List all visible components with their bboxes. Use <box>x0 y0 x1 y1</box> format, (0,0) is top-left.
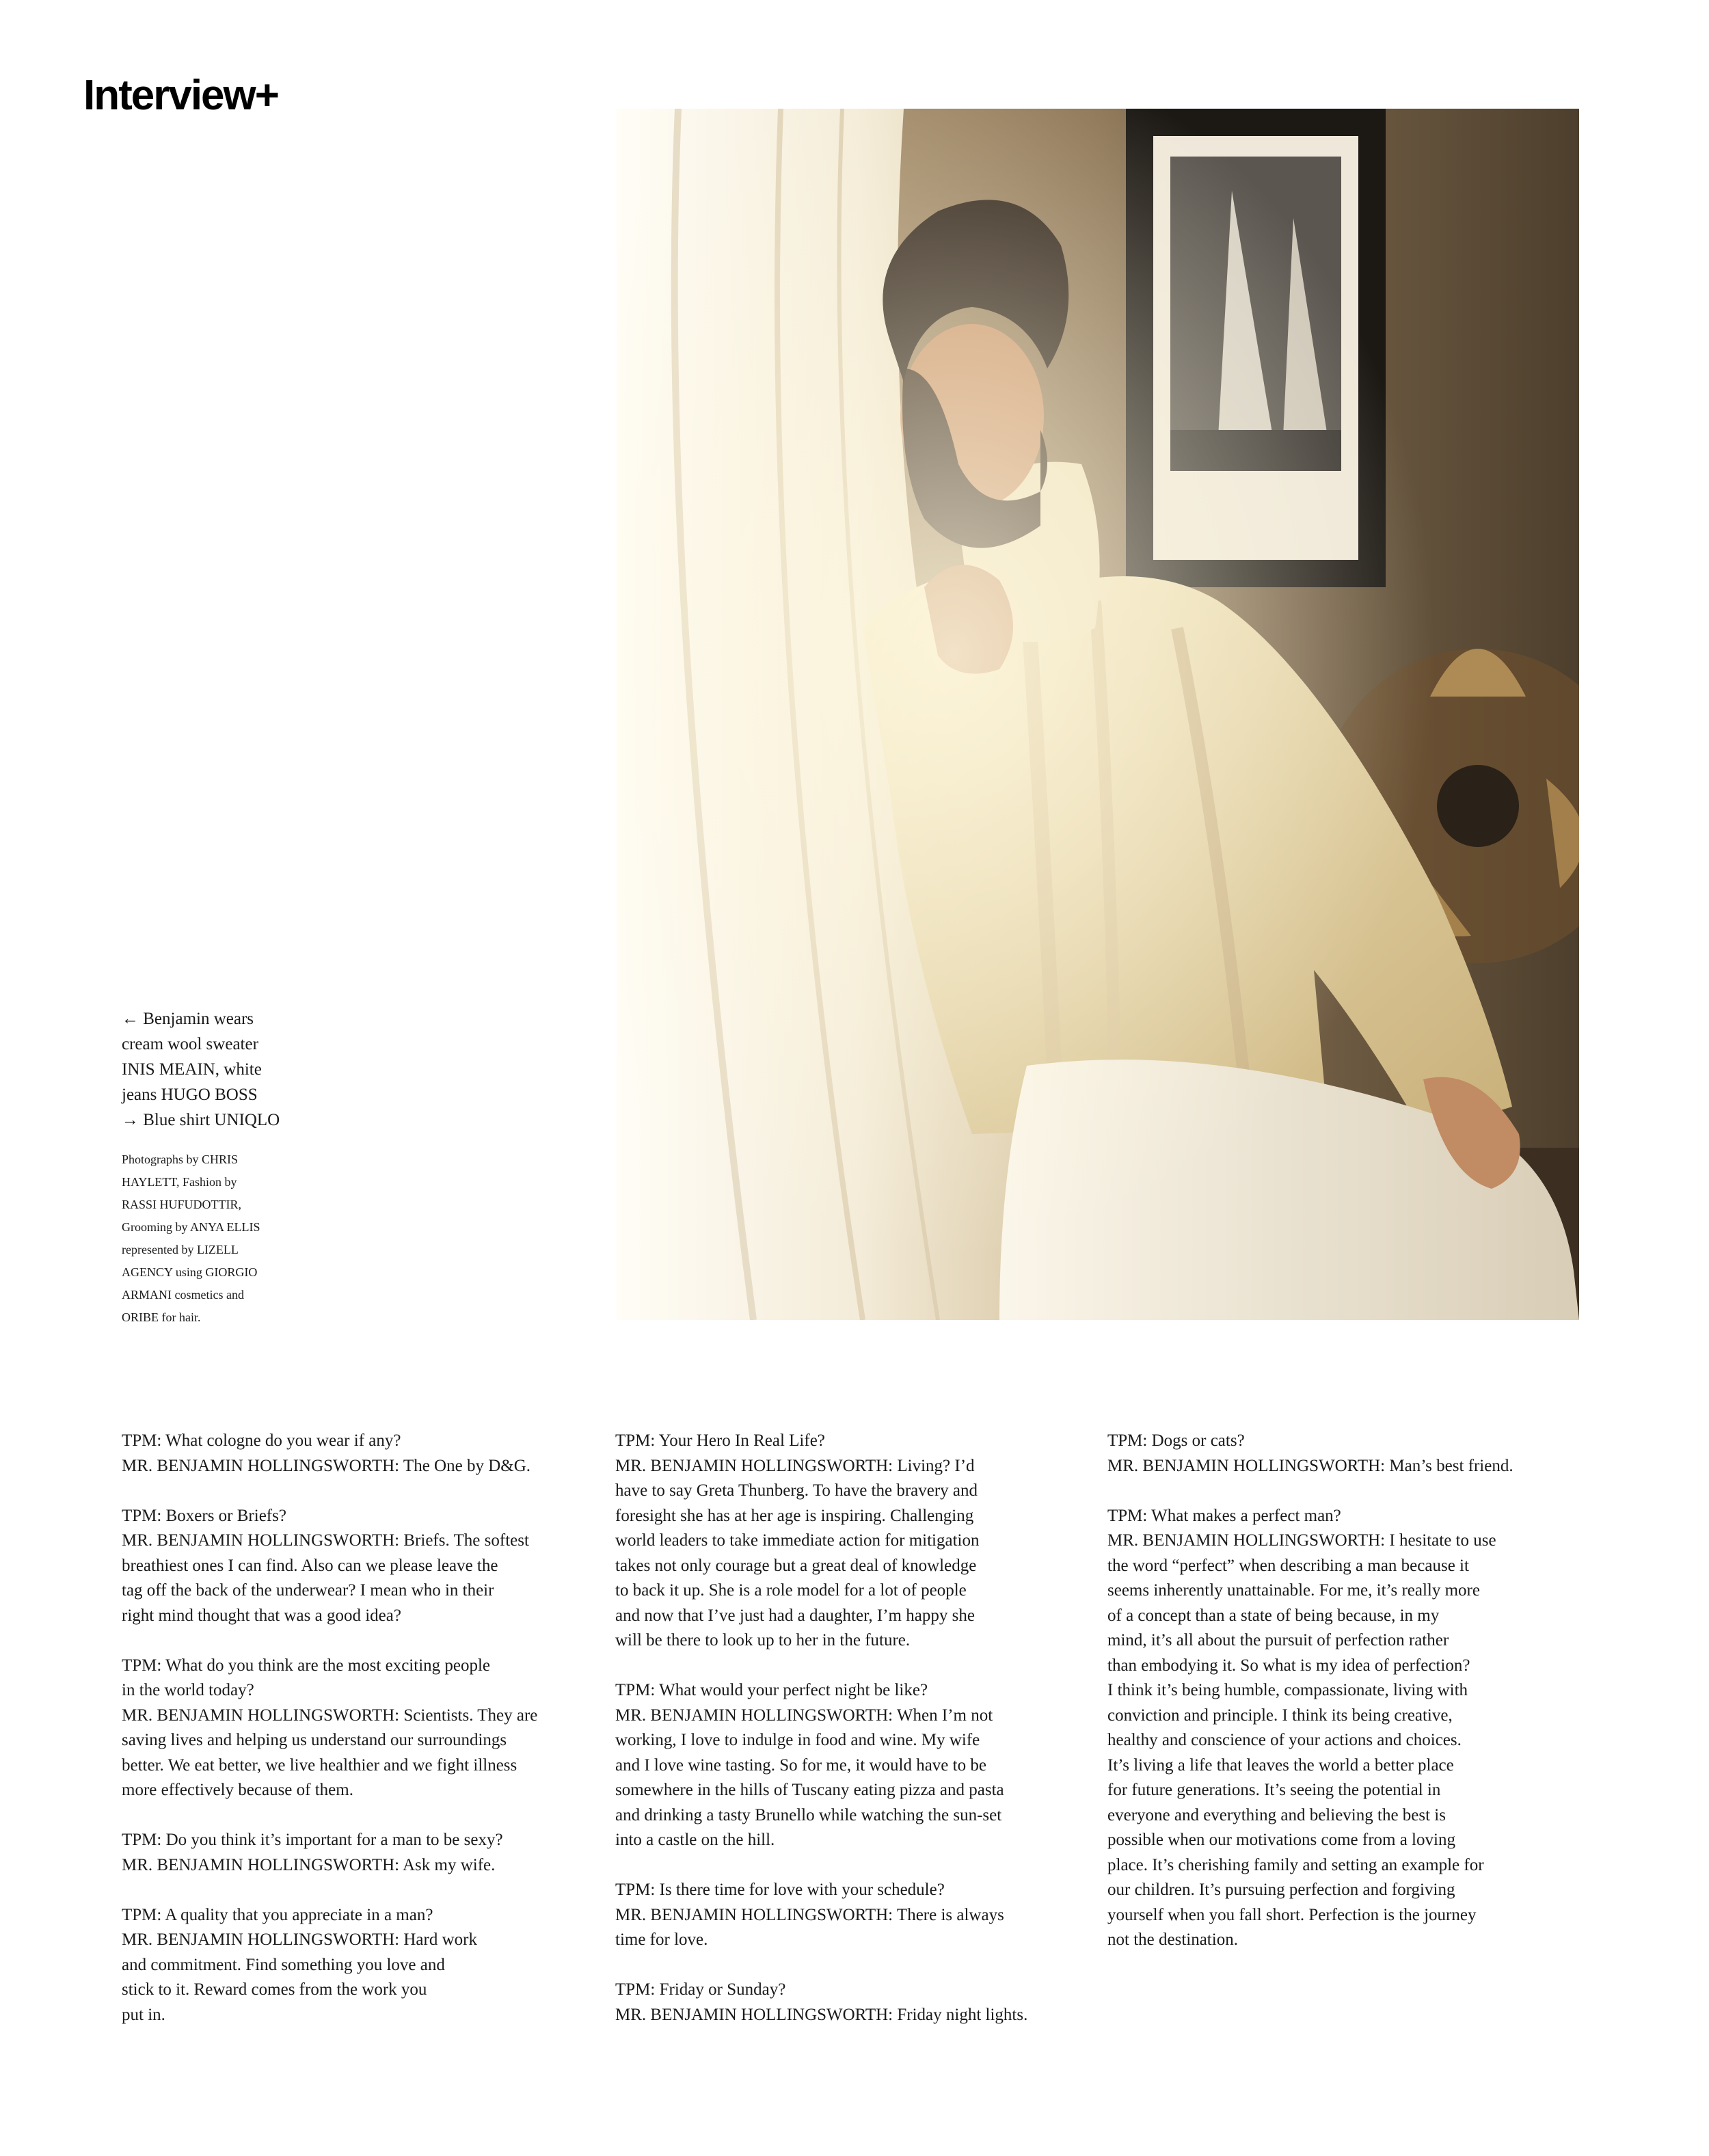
answer-line: seems inherently unattainable. For me, it’s really more <box>1107 1581 1480 1600</box>
answer-line: takes not only courage but a great deal of knowledge <box>615 1556 977 1575</box>
credits-line: HAYLETT, Fashion by <box>122 1175 237 1189</box>
answer-line: to back it up. She is a role model for a lot of people <box>615 1581 967 1600</box>
interview-column-3 <box>1107 1429 1586 1953</box>
answer-line: will be there to look up to her in the future. <box>615 1631 911 1649</box>
answer-line: more effectively because of them. <box>122 1781 353 1799</box>
credits-line: Photographs by CHRIS <box>122 1153 239 1166</box>
answer-line: MR. BENJAMIN HOLLINGSWORTH: The One by D&G. <box>122 1456 530 1475</box>
interview-column-1 <box>122 1429 587 2027</box>
answer-line: better. We eat better, we live healthier and we fight illness <box>122 1755 517 1775</box>
answer-line: yourself when you fall short. Perfection is the journey <box>1107 1905 1477 1924</box>
qa-block <box>122 1429 587 1479</box>
answer-line: conviction and principle. I think its being creative, <box>1107 1706 1453 1725</box>
answer-line: foresight she has at her age is inspiring. Challenging <box>615 1506 974 1525</box>
qa-block <box>122 1903 587 2028</box>
answer-line: MR. BENJAMIN HOLLINGSWORTH: Ask my wife. <box>122 1855 496 1874</box>
answer-line: put in. <box>122 2005 165 2024</box>
qa-block <box>615 1878 1080 1953</box>
question-line: TPM: A quality that you appreciate in a man? <box>122 1905 433 1924</box>
answer-line: time for love. <box>615 1930 708 1949</box>
answer-line: MR. BENJAMIN HOLLINGSWORTH: I hesitate to use <box>1107 1531 1496 1550</box>
answer-line: not the destination. <box>1107 1930 1238 1949</box>
answer-line: working, I love to indulge in food and wine. My wife <box>615 1731 980 1749</box>
caption-line: INIS MEAIN, white <box>122 1060 262 1079</box>
answer-line: breathiest ones I can find. Also can we please leave the <box>122 1556 498 1575</box>
answer-line: and I love wine tasting. So for me, it would have to be <box>615 1755 986 1775</box>
answer-line: have to say Greta Thunberg. To have the bravery and <box>615 1481 978 1500</box>
photo-credits <box>122 1148 313 1329</box>
qa-block <box>615 1678 1080 1853</box>
answer-line: MR. BENJAMIN HOLLINGSWORTH: Hard work <box>122 1930 477 1949</box>
answer-line: place. It’s cherishing family and setting an example for <box>1107 1855 1484 1874</box>
answer-line: I think it’s being humble, compassionate, living with <box>1107 1681 1468 1699</box>
question-line: TPM: Is there time for love with your schedule? <box>615 1881 945 1899</box>
question-line: TPM: Friday or Sunday? <box>615 1980 786 1999</box>
answer-line: for future generations. It’s seeing the potential in <box>1107 1781 1441 1799</box>
answer-line: healthy and conscience of your actions and choices. <box>1107 1731 1462 1749</box>
credits-line: Grooming by ANYA ELLIS <box>122 1220 260 1234</box>
question-line: in the world today? <box>122 1681 254 1699</box>
answer-line: world leaders to take immediate action for mitigation <box>615 1531 980 1550</box>
caption-line: ← Benjamin wears <box>122 1010 254 1028</box>
answer-line: It’s living a life that leaves the world a better place <box>1107 1755 1454 1775</box>
question-line: TPM: Dogs or cats? <box>1107 1431 1245 1450</box>
answer-line: into a castle on the hill. <box>615 1831 775 1849</box>
question-line: TPM: What makes a perfect man? <box>1107 1506 1341 1525</box>
answer-line: and commitment. Find something you love and <box>122 1955 445 1974</box>
answer-line: MR. BENJAMIN HOLLINGSWORTH: Man’s best friend. <box>1107 1456 1513 1475</box>
credits-line: AGENCY using GIORGIO <box>122 1265 258 1279</box>
caption-line: cream wool sweater <box>122 1035 258 1053</box>
caption-line: jeans HUGO BOSS <box>122 1086 258 1104</box>
qa-block <box>615 1429 1080 1654</box>
qa-block <box>122 1654 587 1803</box>
question-line: TPM: Do you think it’s important for a man to be sexy? <box>122 1831 503 1849</box>
answer-line: saving lives and helping us understand our surroundings <box>122 1731 507 1749</box>
interview-column-2 <box>615 1429 1080 2027</box>
answer-line: than embodying it. So what is my idea of perfection? <box>1107 1656 1470 1675</box>
credits-line: ORIBE for hair. <box>122 1310 201 1324</box>
answer-line: somewhere in the hills of Tuscany eating pizza and pasta <box>615 1781 1004 1799</box>
answer-line: MR. BENJAMIN HOLLINGSWORTH: When I’m not <box>615 1706 993 1725</box>
answer-line: and now that I’ve just had a daughter, I’m happy she <box>615 1606 975 1625</box>
photo-caption <box>122 1006 327 1133</box>
answer-line: and drinking a tasty Brunello while watching the sun-set <box>615 1805 1002 1824</box>
question-line: TPM: What do you think are the most exciting people <box>122 1656 491 1675</box>
answer-line: MR. BENJAMIN HOLLINGSWORTH: Living? I’d <box>615 1456 975 1475</box>
portrait-illustration <box>617 109 1579 1320</box>
qa-block <box>122 1504 587 1629</box>
answer-line: MR. BENJAMIN HOLLINGSWORTH: Briefs. The softest <box>122 1531 529 1550</box>
credits-line: represented by LIZELL <box>122 1243 239 1256</box>
section-title: Interview+ <box>83 72 278 119</box>
answer-line: our children. It’s pursuing perfection and forgiving <box>1107 1881 1455 1899</box>
answer-line: of a concept than a state of being because, in my <box>1107 1606 1440 1625</box>
question-line: TPM: Your Hero In Real Life? <box>615 1431 825 1450</box>
question-line: TPM: What would your perfect night be like? <box>615 1681 928 1699</box>
answer-line: possible when our motivations come from a loving <box>1107 1831 1455 1849</box>
qa-block <box>615 1978 1080 2027</box>
answer-line: MR. BENJAMIN HOLLINGSWORTH: Friday night lights. <box>615 2005 1028 2024</box>
question-line: TPM: What cologne do you wear if any? <box>122 1431 401 1450</box>
answer-line: mind, it’s all about the pursuit of perfection rather <box>1107 1631 1449 1649</box>
answer-line: tag off the back of the underwear? I mean who in their <box>122 1581 494 1600</box>
credits-line: RASSI HUFUDOTTIR, <box>122 1198 242 1211</box>
answer-line: everyone and everything and believing the best is <box>1107 1805 1446 1824</box>
credits-line: ARMANI cosmetics and <box>122 1288 244 1302</box>
qa-block <box>1107 1504 1586 1953</box>
answer-line: right mind thought that was a good idea? <box>122 1606 401 1625</box>
answer-line: MR. BENJAMIN HOLLINGSWORTH: There is always <box>615 1905 1004 1924</box>
answer-line: stick to it. Reward comes from the work you <box>122 1980 427 1999</box>
portrait-photo <box>617 109 1579 1320</box>
answer-line: the word “perfect” when describing a man because it <box>1107 1556 1469 1575</box>
qa-block <box>122 1828 587 1878</box>
caption-line: → Blue shirt UNIQLO <box>122 1111 280 1129</box>
answer-line: MR. BENJAMIN HOLLINGSWORTH: Scientists. They are <box>122 1706 538 1725</box>
qa-block <box>1107 1429 1586 1479</box>
question-line: TPM: Boxers or Briefs? <box>122 1506 286 1525</box>
